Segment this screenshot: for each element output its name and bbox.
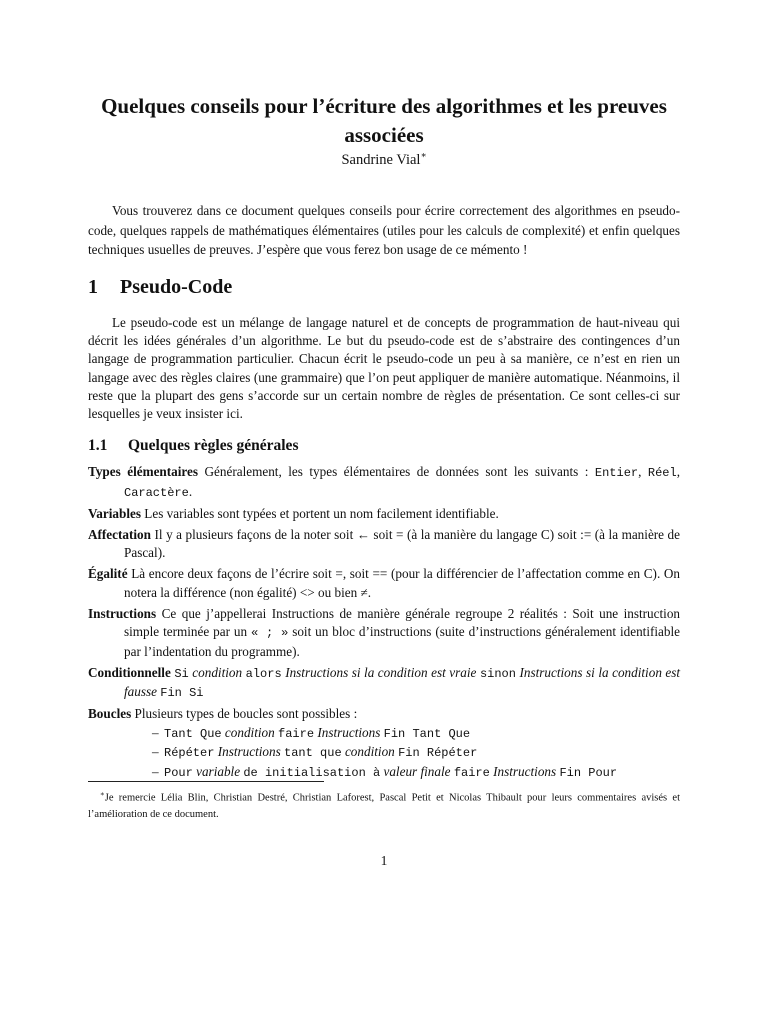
abstract-paragraph: Vous trouverez dans ce document quelques conseils pour écrire correctement des algorithmes en pseudo-code, quelques rappels de mathématiques élémentaires (utiles pour les calculs de complexité) et enfin quelques techniques usuelles de preuves. J’espère que vous ferez bon usage de ce mémento ! <box>88 203 680 257</box>
section-heading <box>88 276 232 299</box>
loop-tant-que: – Tant Que condition faire Instructions Fin Tant Que <box>152 724 471 741</box>
instruction-separator: « ; » <box>251 626 289 640</box>
kw-tant-que-lower: tant que <box>284 746 342 760</box>
footnote <box>88 786 680 823</box>
loop-pour-variable: variable <box>196 763 241 779</box>
author-footnote-mark: ∗ <box>420 150 427 160</box>
kw-fin-tant-que: Fin Tant Que <box>383 726 471 741</box>
subsection-heading <box>88 437 298 455</box>
section-title: Pseudo-Code <box>120 276 233 298</box>
cond-instr-fausse: Instructions si la condition est fausse <box>124 664 681 699</box>
type-entier: Entier <box>594 466 639 480</box>
footnote-text: Je remercie Lélia Blin, Christian Destré, Christian Laforest, Pascal Petit et Nicolas Thibault pour leurs commentaires avisés et l’amélioration de ce document. <box>88 792 680 820</box>
rule-types: Types élémentaires Généralement, les types élémentaires de données sont les suivants : Entier, Réel, Caractère. <box>88 464 680 500</box>
kw-tant-que: Tant Que <box>164 726 222 741</box>
cond-instr-vraie: Instructions si la condition est vraie <box>285 664 477 680</box>
rule-conditionnelle-term: Conditionnelle <box>88 664 171 680</box>
subsection-title: Quelques règles générales <box>128 437 299 454</box>
rule-affectation-text: Il y a plusieurs façons de la noter soit ← soit = (à la manière du langage C) soit := (à la manière de Pascal). <box>124 526 680 560</box>
subsection-number: 1.1 <box>88 437 108 454</box>
type-caractere: Caractère <box>124 485 189 500</box>
rule-variables <box>88 505 680 524</box>
rule-affectation <box>88 526 680 563</box>
rule-types-term: Types élémentaires <box>88 464 199 479</box>
loop-tq-instructions: Instructions <box>317 724 381 740</box>
loop-rep-instructions: Instructions <box>217 744 281 759</box>
loop-pour-instructions: Instructions <box>493 763 557 779</box>
loop-rep-condition: condition <box>344 744 395 759</box>
kw-faire: faire <box>278 726 315 741</box>
kw-de-initialisation: de initialisation à <box>243 765 381 780</box>
kw-sinon: sinon <box>479 666 516 681</box>
kw-repeter: Répéter <box>164 746 215 760</box>
rule-instructions-term: Instructions <box>88 605 157 621</box>
loop-repeter: – Répéter Instructions tant que condition Fin Répéter <box>152 744 478 760</box>
kw-pour: Pour <box>164 765 193 780</box>
rules-list <box>88 463 680 785</box>
rule-boucles-text: Plusieurs types de boucles sont possibles : <box>134 706 358 721</box>
author-line <box>88 150 680 169</box>
rule-conditionnelle <box>88 664 680 703</box>
section-paragraph: Le pseudo-code est un mélange de langage naturel et de concepts de programmation de haut-niveau qui décrit les idées générales d’un algorithme. Le but du pseudo-code est de s’abstraire des contingences d’un langage de programmation particulier. Chacun écrit le pseudo-code un peu à sa manière, ce n’est en rien un langage avec des règles claires (une grammaire) que l’on peut appliquer de manière automatique. Néanmoins, il reste que la plupart des gens s’accorde sur un certain nombre de règles de présentation. Ce sont celles-ci sur lesquelles je veux insister ici. <box>88 315 680 422</box>
rule-instructions-text-before: Ce que j’appellerai Instructions de manière générale regroupe 2 réalités : Soit une instruction simple terminée par un <box>124 605 681 639</box>
author-name: Sandrine Vial <box>341 151 421 168</box>
kw-si: Si <box>174 666 189 681</box>
rule-boucles <box>88 705 680 782</box>
rule-variables-text: Les variables sont typées et portent un nom facilement identifiable. <box>144 505 499 521</box>
rule-types-text: Généralement, les types élémentaires de données sont les suivants : <box>204 464 589 479</box>
rule-boucles-term: Boucles <box>88 706 132 721</box>
footnote-mark: ∗ <box>100 790 105 798</box>
kw-fin-repeter: Fin Répéter <box>398 746 478 760</box>
kw-fin-si: Fin Si <box>160 686 204 700</box>
type-reel: Réel <box>647 466 677 480</box>
document-title: Quelques conseils pour l’écriture des algorithmes et les preuves associées <box>101 94 667 148</box>
rule-egalite <box>88 565 680 602</box>
kw-faire-pour: faire <box>453 765 490 780</box>
kw-alors: alors <box>245 666 282 681</box>
page-number: 1 <box>380 853 388 868</box>
loop-pour: – Pour variable de initialisation à valeur finale faire Instructions Fin Pour <box>152 763 618 780</box>
footnote-rule <box>88 781 324 782</box>
section-number: 1 <box>88 276 98 298</box>
rule-egalite-text: Là encore deux façons de l’écrire soit =, soit == (pour la différencier de l’affectation comme en C). On notera la différence (non égalité) <> ou bien ≠. <box>124 566 681 600</box>
loop-tq-condition: condition <box>224 724 275 740</box>
rule-instructions-text-after: soit un bloc d’instructions (suite d’instructions généralement identifiable par l’indentation du programme). <box>124 624 681 659</box>
cond-condition: condition <box>192 664 243 680</box>
loop-pour-valeur: valeur finale <box>383 763 451 779</box>
rule-egalite-term: Égalité <box>88 566 128 581</box>
rule-instructions <box>88 605 680 662</box>
rule-variables-term: Variables <box>88 505 141 521</box>
rule-affectation-term: Affectation <box>88 526 151 542</box>
loops-list <box>152 724 680 783</box>
kw-fin-pour: Fin Pour <box>559 765 618 780</box>
